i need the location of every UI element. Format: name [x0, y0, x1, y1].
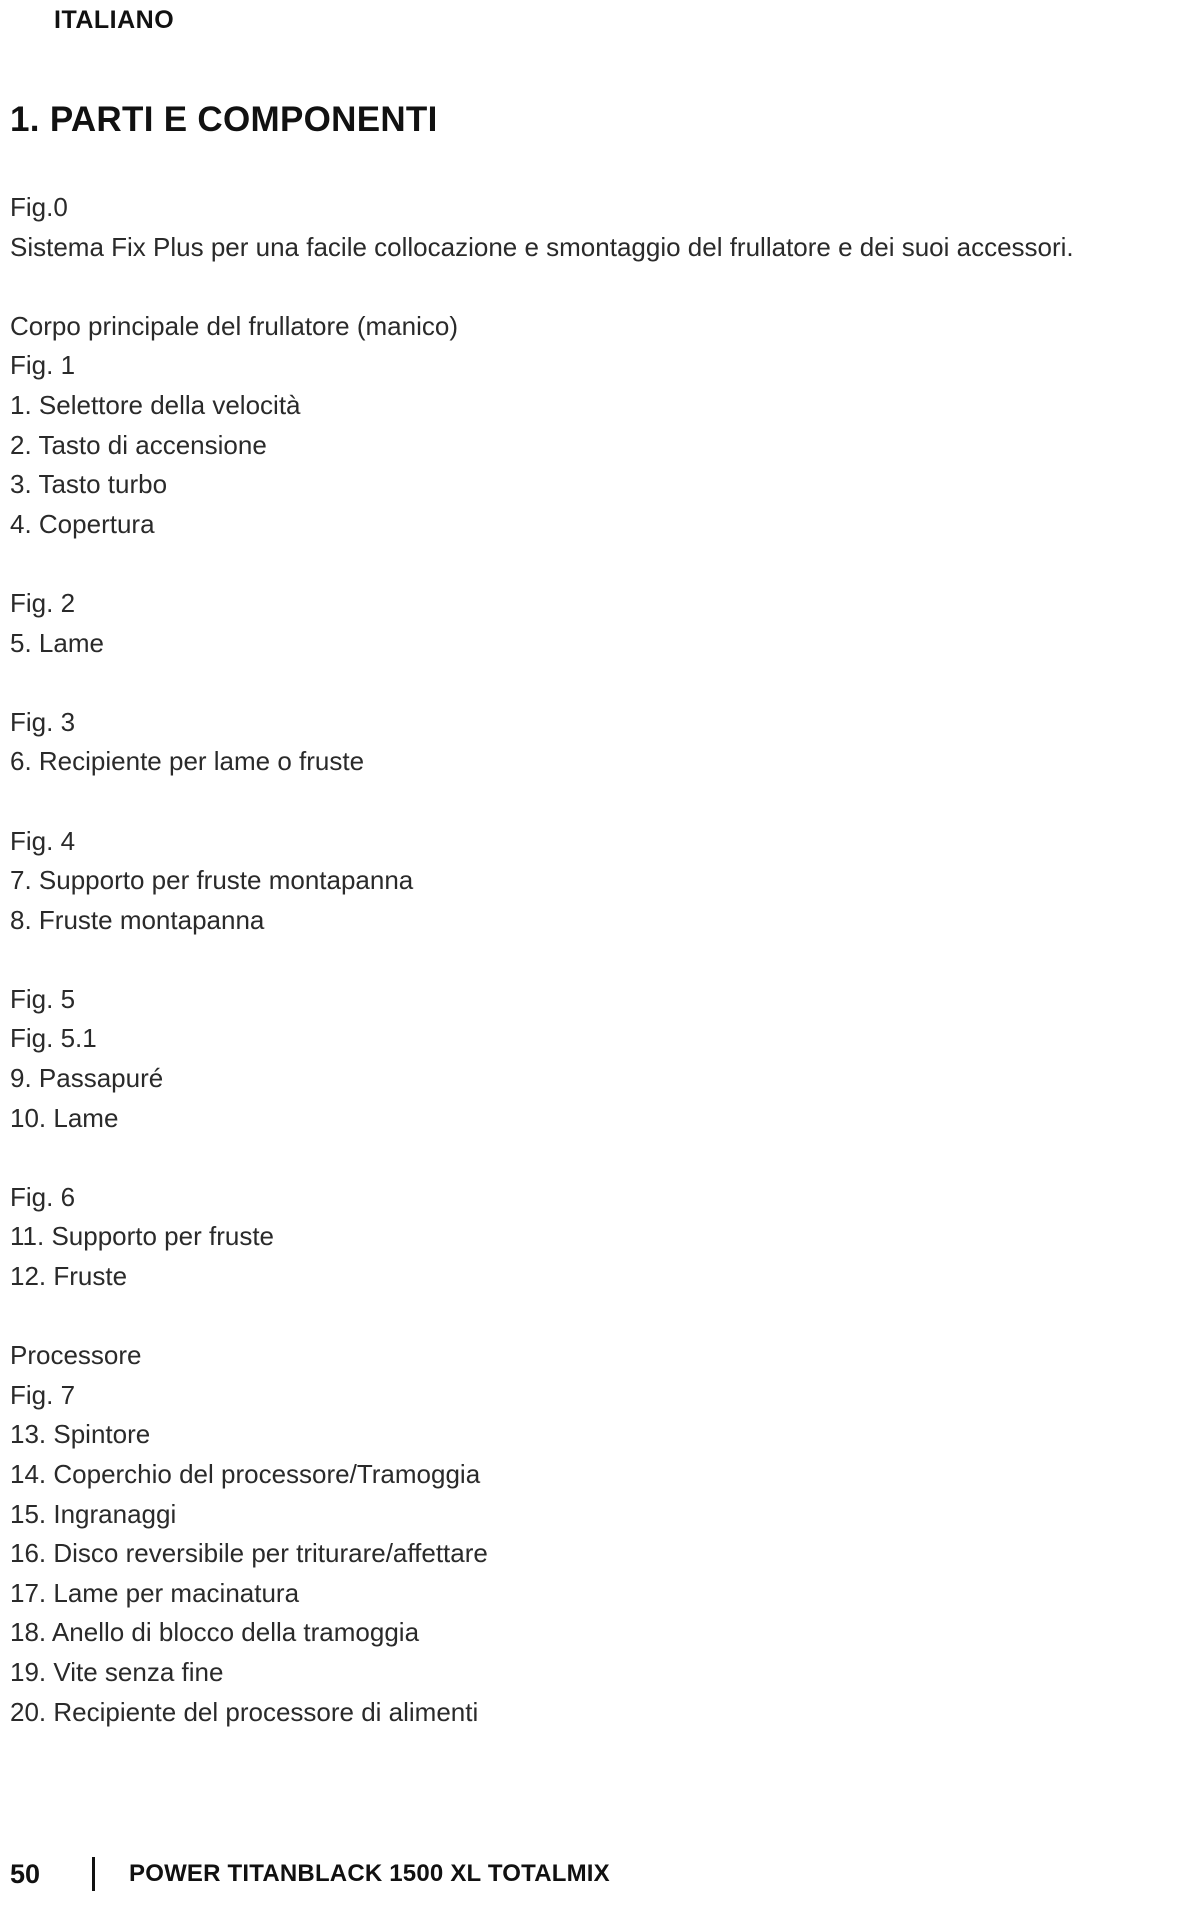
- text-line: Processore: [10, 1340, 142, 1371]
- text-line: Fig. 7: [10, 1379, 76, 1410]
- text-line: 12. Fruste: [10, 1261, 128, 1292]
- text-line: 3. Tasto turbo: [10, 469, 168, 500]
- parts-list: [10, 188, 1190, 1732]
- text-line: 14. Coperchio del processore/Tramoggia: [10, 1459, 481, 1489]
- text-line: 13. Spintore: [10, 1419, 151, 1450]
- text-line: Fig. 4: [10, 825, 76, 856]
- text-line: 11. Supporto per fruste: [10, 1221, 275, 1252]
- blank-line: [10, 544, 1190, 584]
- text-line: 15. Ingranaggi: [10, 1498, 177, 1529]
- blank-line: [10, 267, 1190, 307]
- text-line: 6. Recipiente per lame o fruste: [10, 746, 365, 777]
- blank-line: [10, 1138, 1190, 1178]
- text-line: 2. Tasto di accensione: [10, 429, 267, 460]
- page-number: 50: [10, 1858, 41, 1889]
- blank-line: [10, 1297, 1190, 1337]
- text-line: Fig. 6: [10, 1181, 76, 1212]
- text-line: 18. Anello di blocco della tramoggia: [10, 1617, 420, 1648]
- product-name: POWER TITANBLACK 1500 XL TOTALMIX: [129, 1860, 610, 1887]
- language-label: ITALIANO: [54, 6, 175, 34]
- text-line: 8. Fruste montapanna: [10, 904, 265, 935]
- blank-line: [10, 663, 1190, 703]
- text-line: 16. Disco reversibile per triturare/affettare: [10, 1538, 488, 1569]
- text-line: Fig. 1: [10, 350, 76, 381]
- section-title: 1. PARTI E COMPONENTI: [10, 100, 438, 139]
- blank-line: [10, 782, 1190, 822]
- text-line: 1. Selettore della velocità: [10, 389, 301, 420]
- text-line: 5. Lame: [10, 627, 104, 658]
- page-footer: [10, 1854, 610, 1894]
- text-line: Fig. 3: [10, 706, 76, 737]
- blank-line: [10, 940, 1190, 980]
- text-line: 7. Supporto per fruste montapanna: [10, 865, 414, 896]
- text-line: 10. Lame: [10, 1102, 119, 1133]
- text-line: Fig.0: [10, 192, 68, 222]
- text-line: Corpo principale del frullatore (manico): [10, 310, 458, 341]
- text-line: 4. Copertura: [10, 508, 155, 539]
- text-line: Sistema Fix Plus per una facile collocazione e smontaggio del frullatore e dei suoi accessori.: [10, 231, 1074, 262]
- text-line: 19. Vite senza fine: [10, 1656, 224, 1687]
- footer-divider: [92, 1857, 95, 1891]
- text-line: 20. Recipiente del processore di alimenti: [10, 1696, 479, 1727]
- text-line: Fig. 2: [10, 587, 76, 618]
- text-line: 9. Passapuré: [10, 1063, 164, 1094]
- text-line: Fig. 5: [10, 983, 76, 1014]
- text-line: Fig. 5.1: [10, 1023, 97, 1054]
- text-line: 17. Lame per macinatura: [10, 1577, 300, 1608]
